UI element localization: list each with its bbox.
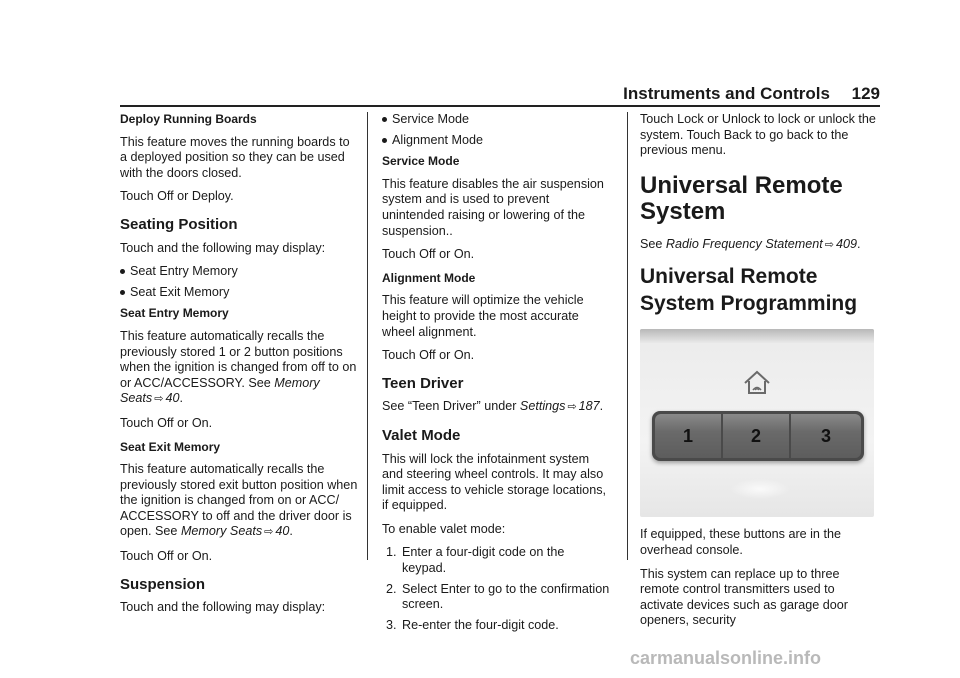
page-ref: 40 (275, 524, 290, 539)
teen-driver-heading: Teen Driver (382, 374, 464, 392)
lock-text: Touch Lock or Unlock to lock or unlock the system. Touch Back to go back to the previous menu. (640, 112, 876, 158)
entry-touch: Touch Off or On. (120, 415, 213, 430)
valet-enable: To enable valet mode: (382, 521, 506, 536)
page-ref: 40 (165, 391, 180, 406)
seating-list (120, 264, 360, 300)
watermark: carmanualsonline.info (630, 648, 822, 668)
button-bar (652, 411, 864, 461)
header-rule (120, 105, 880, 107)
alignment-mode-heading: Alignment Mode (382, 270, 476, 285)
suspension-heading: Suspension (120, 575, 206, 593)
list-item: Seat Entry Memory (120, 264, 360, 280)
figure-highlight (730, 479, 790, 499)
list-item: Seat Exit Memory (120, 285, 360, 301)
valet-mode-heading: Valet Mode (382, 426, 461, 444)
page-ref: 409 (835, 236, 857, 251)
alignment-touch: Touch Off or On. (382, 348, 475, 363)
deploy-text: This feature moves the running boards to a deployed position so they can be used with the doors closed. (120, 134, 350, 180)
settings-link[interactable]: Settings (519, 399, 566, 414)
remote-button-3[interactable]: 3 (791, 414, 861, 458)
exit-text: This feature automatically recalls the previously stored exit button position when the ignition is changed from on or ACC/ ACCESSORY to off and the driver door is open. See Memory Seats ⇨ 40. (120, 462, 358, 539)
house-icon (742, 369, 772, 397)
page-reference-icon: ⇨ (154, 393, 164, 406)
equipped-text: If equipped, these buttons are in the overhead console. (640, 527, 841, 557)
page-number: 129 (851, 84, 880, 103)
page-reference-icon: ⇨ (567, 401, 577, 414)
service-mode-heading: Service Mode (382, 154, 460, 169)
column-2 (382, 112, 612, 639)
entry-text: This feature automatically recalls the previously stored 1 or 2 button positions when the ignition is changed from off to on or ACC/ACCESSORY. See Memory Seats ⇨ 40. (120, 328, 357, 406)
seat-exit-memory-heading: Seat Exit Memory (120, 439, 221, 454)
suspension-list (382, 112, 612, 148)
seating-position-heading: Seating Position (120, 215, 238, 233)
column-1 (120, 112, 360, 624)
seat-entry-memory-heading: Seat Entry Memory (120, 306, 229, 321)
list-item: 2. Select Enter to go to the confirmation screen. (386, 581, 610, 612)
teen-text: See “Teen Driver” under Settings ⇨ 187. (382, 399, 604, 414)
page-ref: 187 (578, 399, 600, 414)
list-item: 1. Enter a four-digit code on the keypad. (386, 545, 565, 576)
figure-shadow (640, 329, 874, 343)
universal-remote-heading: Universal Remote System (640, 171, 843, 225)
urs-see-text: See Radio Frequency Statement ⇨ 409. (640, 236, 861, 251)
valet-steps (382, 545, 612, 633)
deploy-running-boards-heading: Deploy Running Boards (120, 112, 257, 126)
service-touch: Touch Off or On. (382, 247, 475, 262)
exit-touch: Touch Off or On. (120, 549, 213, 564)
page-reference-icon: ⇨ (824, 238, 834, 251)
valet-text: This will lock the infotainment system and steering wheel controls. It may also limit access to vehicle storage locations, if equipped. (382, 451, 606, 513)
overhead-console-figure (640, 329, 874, 517)
list-item: Service Mode (382, 112, 612, 128)
seating-intro: Touch and the following may display: (120, 240, 326, 255)
service-text: This feature disables the air suspension system and is used to prevent unintended raising or lowering of the suspension.. (382, 176, 604, 238)
list-item: 3. Re-enter the four-digit code. (386, 617, 559, 632)
column-divider-1 (367, 112, 368, 560)
alignment-text: This feature will optimize the vehicle height to provide the most accurate wheel alignment. (382, 293, 584, 339)
replace-text: This system can replace up to three remote control transmitters used to activate devices such as garage door openers, security (640, 566, 848, 628)
list-item: Alignment Mode (382, 133, 612, 149)
memory-seats-link[interactable]: Memory Seats (180, 524, 263, 539)
column-3 (640, 112, 880, 637)
remote-button-1[interactable]: 1 (655, 414, 721, 458)
page-reference-icon: ⇨ (264, 526, 274, 539)
radio-frequency-link[interactable]: Radio Frequency Statement (665, 236, 823, 251)
header-title: Instruments and Controls (623, 84, 830, 103)
suspension-intro: Touch and the following may display: (120, 600, 326, 615)
column-divider-2 (627, 112, 628, 560)
remote-button-2[interactable]: 2 (723, 414, 789, 458)
memory-seats-link[interactable]: Memory Seats (120, 375, 320, 406)
programming-heading: Universal Remote System Programming (640, 265, 858, 316)
deploy-touch: Touch Off or Deploy. (120, 189, 234, 204)
